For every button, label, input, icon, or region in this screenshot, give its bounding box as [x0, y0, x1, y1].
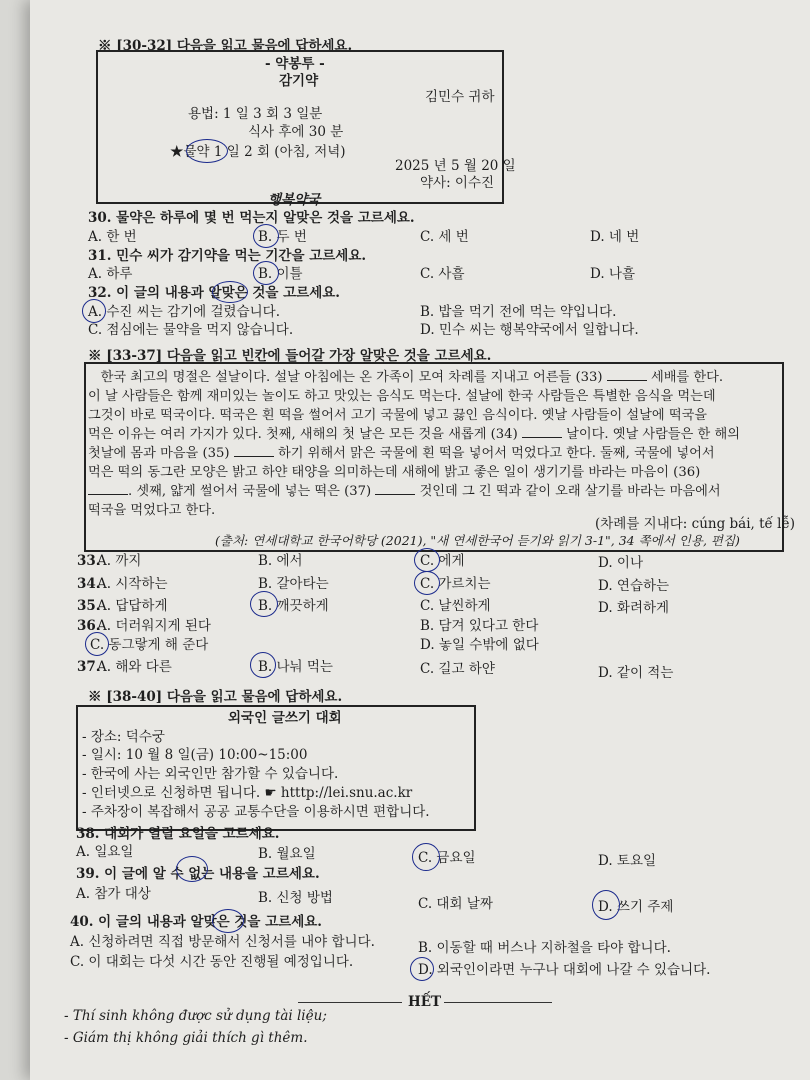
q37-option-a: A. 해와 다른	[97, 659, 172, 675]
timing: 식사 후에 30 분	[248, 124, 344, 140]
passage-line-2: 이 날 사람들은 함께 재미있는 놀이도 하고 맛있는 음식도 먹는다. 설날에 한국 사람들은 특별한 음식을 먹는데	[88, 389, 716, 404]
pharmacist: 약사: 이수진	[420, 175, 495, 191]
passage-line-1: 한국 최고의 명절은 설날이다. 설날 아침에는 온 가족이 모여 차례를 지내고 어른들 (33)	[100, 370, 603, 385]
q35-option-a: A. 답답하게	[97, 598, 168, 614]
date: 2025 년 5 월 20 일	[395, 158, 516, 174]
section-header-33-37: ※ [33-37] 다음을 읽고 빈칸에 들어갈 가장 알맞은 것을 고르세요.	[88, 348, 492, 364]
pharmacy-name: 행복약국	[268, 192, 321, 208]
footer-note-1: - Thí sinh không được sử dụng tài liệu;	[64, 1008, 327, 1024]
passage-line-5b: 하기 위해서 맑은 국물에 흰 떡을 넣어서 먹었다고 한다. 둘째, 국물에 넣어서	[277, 446, 715, 461]
passage-line-8: 떡국을 먹었다고 한다.	[88, 503, 216, 518]
passage-line-6: 먹은 떡의 동그란 모양은 밝고 하얀 태양을 의미하는데 새해에 밝고 좋은 일이 생기기를 바라는 마음이 (36)	[88, 465, 701, 480]
passage-line-7: . 셋째, 얇게 썰어서 국물에 넣는 떡은 (37)	[128, 484, 372, 499]
q39-option-c: C. 대회 날짜	[418, 896, 493, 912]
q33-number: 33.	[77, 553, 101, 569]
q38-option-d: D. 토요일	[598, 853, 657, 869]
blank-37	[375, 482, 415, 495]
passage-line-1b: 세배를 한다.	[650, 370, 724, 385]
question-31: 31. 민수 씨가 감기약을 먹는 기간을 고르세요.	[88, 248, 367, 264]
q33-option-b: B. 에서	[258, 553, 303, 569]
end-rule-right	[444, 1002, 552, 1003]
q31-option-d: D. 나흘	[590, 266, 636, 282]
q36-option-a: A. 더러워지게 된다	[97, 618, 211, 634]
q36-option-c: C. 동그랗게 해 준다	[90, 637, 209, 653]
q38-option-b: B. 월요일	[258, 846, 316, 862]
passage-line-7b: 것인데 그 긴 떡과 같이 오래 살기를 바라는 마음에서	[419, 484, 721, 499]
notice-line-1: - 장소: 덕수궁	[82, 729, 165, 745]
notice-line-3: - 한국에 사는 외국인만 참가할 수 있습니다.	[82, 766, 339, 782]
medicine-name: 감기약	[279, 73, 319, 89]
notice-line-4: - 인터넷으로 신청하면 됩니다. ☛ htttp://lei.snu.ac.kr	[82, 785, 413, 801]
q37-number: 37.	[77, 659, 101, 675]
q33-option-c: C. 에게	[420, 553, 465, 569]
q40-option-b: B. 이동할 때 버스나 지하철을 타야 합니다.	[418, 940, 671, 956]
blank-33	[607, 368, 647, 381]
end-mark: HẾT	[408, 994, 442, 1010]
q39-option-a: A. 참가 대상	[76, 886, 151, 902]
q35-option-c: C. 날씬하게	[420, 598, 491, 614]
q37-option-c: C. 길고 하얀	[420, 661, 495, 677]
q35-number: 35.	[77, 598, 101, 614]
water-medicine: ★물약 1 일 2 회 (아침, 저녁)	[170, 144, 346, 160]
q40-option-a: A. 신청하려면 직접 방문해서 신청서를 내야 합니다.	[70, 934, 375, 950]
gloss: (차례를 지내다: cúng bái, tế lễ)	[595, 516, 796, 532]
q40-option-c: C. 이 대회는 다섯 시간 동안 진행될 예정입니다.	[70, 954, 354, 970]
q34-option-d: D. 연습하는	[598, 578, 670, 594]
question-40: 40. 이 글의 내용과 알맞은 것을 고르세요.	[70, 914, 323, 930]
q35-option-d: D. 화려하게	[598, 600, 670, 616]
q31-option-a: A. 하루	[88, 266, 133, 282]
q39-option-d: D. 쓰기 주제	[598, 899, 674, 915]
q38-option-a: A. 일요일	[76, 844, 134, 860]
q30-option-b: B. 두 번	[258, 229, 307, 245]
envelope-title: - 약봉투 -	[265, 56, 325, 72]
q32-option-d: D. 민수 씨는 행복약국에서 일합니다.	[420, 322, 639, 338]
passage-line-4: 먹은 이유는 여러 가지가 있다. 첫째, 새해의 첫 날은 모든 것을 새롭게 (34)	[88, 427, 518, 442]
passage-line-4b: 날이다. 옛날 사람들은 한 해의	[566, 427, 740, 442]
blank-34	[522, 425, 562, 438]
question-39: 39. 이 글에 알 수 없는 내용을 고르세요.	[76, 866, 320, 882]
q37-option-d: D. 같이 적는	[598, 665, 674, 681]
q36-option-b: B. 담겨 있다고 한다	[420, 618, 539, 634]
q30-option-c: C. 세 번	[420, 229, 469, 245]
q34-number: 34.	[77, 576, 101, 592]
blank-36	[88, 482, 128, 495]
q33-option-a: A. 까지	[97, 553, 142, 569]
end-rule-left	[298, 1002, 402, 1003]
q37-option-b: B. 나눠 먹는	[258, 659, 333, 675]
footer-note-2: - Giám thị không giải thích gì thêm.	[64, 1030, 308, 1046]
passage-line-5: 첫날에 몸과 마음을 (35)	[88, 446, 230, 461]
q32-option-b: B. 밥을 먹기 전에 먹는 약입니다.	[420, 304, 617, 320]
notice-line-2: - 일시: 10 월 8 일(금) 10:00~15:00	[82, 747, 308, 763]
section-header-30-32: ※ [30-32] 다음을 읽고 물음에 답하세요.	[98, 38, 353, 54]
q33-option-d: D. 이나	[598, 555, 644, 571]
q35-option-b: B. 깨끗하게	[258, 598, 329, 614]
q38-option-c: C. 금요일	[418, 850, 476, 866]
q32-option-a: A. 수진 씨는 감기에 걸렸습니다.	[88, 304, 280, 320]
q34-option-b: B. 갈아타는	[258, 576, 329, 592]
q40-option-d: D. 외국인이라면 누구나 대회에 나갈 수 있습니다.	[418, 962, 711, 978]
q31-option-b: B. 이틀	[258, 266, 303, 282]
q32-option-c: C. 점심에는 물약을 먹지 않습니다.	[88, 322, 294, 338]
blank-35	[234, 444, 274, 457]
question-30: 30. 물약은 하루에 몇 번 먹는지 알맞은 것을 고르세요.	[88, 210, 415, 226]
question-32: 32. 이 글의 내용과 알맞은 것을 고르세요.	[88, 285, 341, 301]
q39-option-b: B. 신청 방법	[258, 890, 333, 906]
q34-option-c: C. 가르치는	[420, 576, 491, 592]
section-header-38-40: ※ [38-40] 다음을 읽고 물음에 답하세요.	[88, 689, 343, 705]
q34-option-a: A. 시작하는	[97, 576, 168, 592]
passage-line-3: 그것이 바로 떡국이다. 떡국은 흰 떡을 썰어서 고기 국물에 넣고 끓인 음식이다. 옛날 사람들이 설날에 떡국을	[88, 408, 708, 423]
notice-line-5: - 주차장이 복잡해서 공공 교통수단을 이용하시면 편합니다.	[82, 804, 430, 820]
q36-option-d: D. 놓일 수밖에 없다	[420, 637, 539, 653]
contest-title: 외국인 글쓰기 대회	[228, 710, 342, 726]
q30-option-d: D. 네 번	[590, 229, 640, 245]
q36-number: 36.	[77, 618, 101, 634]
recipient: 김민수 귀하	[425, 89, 495, 105]
usage: 용법: 1 일 3 회 3 일분	[188, 106, 323, 122]
q30-option-a: A. 한 번	[88, 229, 137, 245]
question-38: 38. 대회가 열릴 요일을 고르세요.	[76, 826, 280, 842]
source-citation: (출처: 연세대학교 한국어학당 (2021), "새 연세한국어 듣기와 읽기 3-1", 34 쪽에서 인용, 편집)	[215, 533, 740, 548]
q31-option-c: C. 사흘	[420, 266, 465, 282]
passage-text	[88, 368, 778, 520]
